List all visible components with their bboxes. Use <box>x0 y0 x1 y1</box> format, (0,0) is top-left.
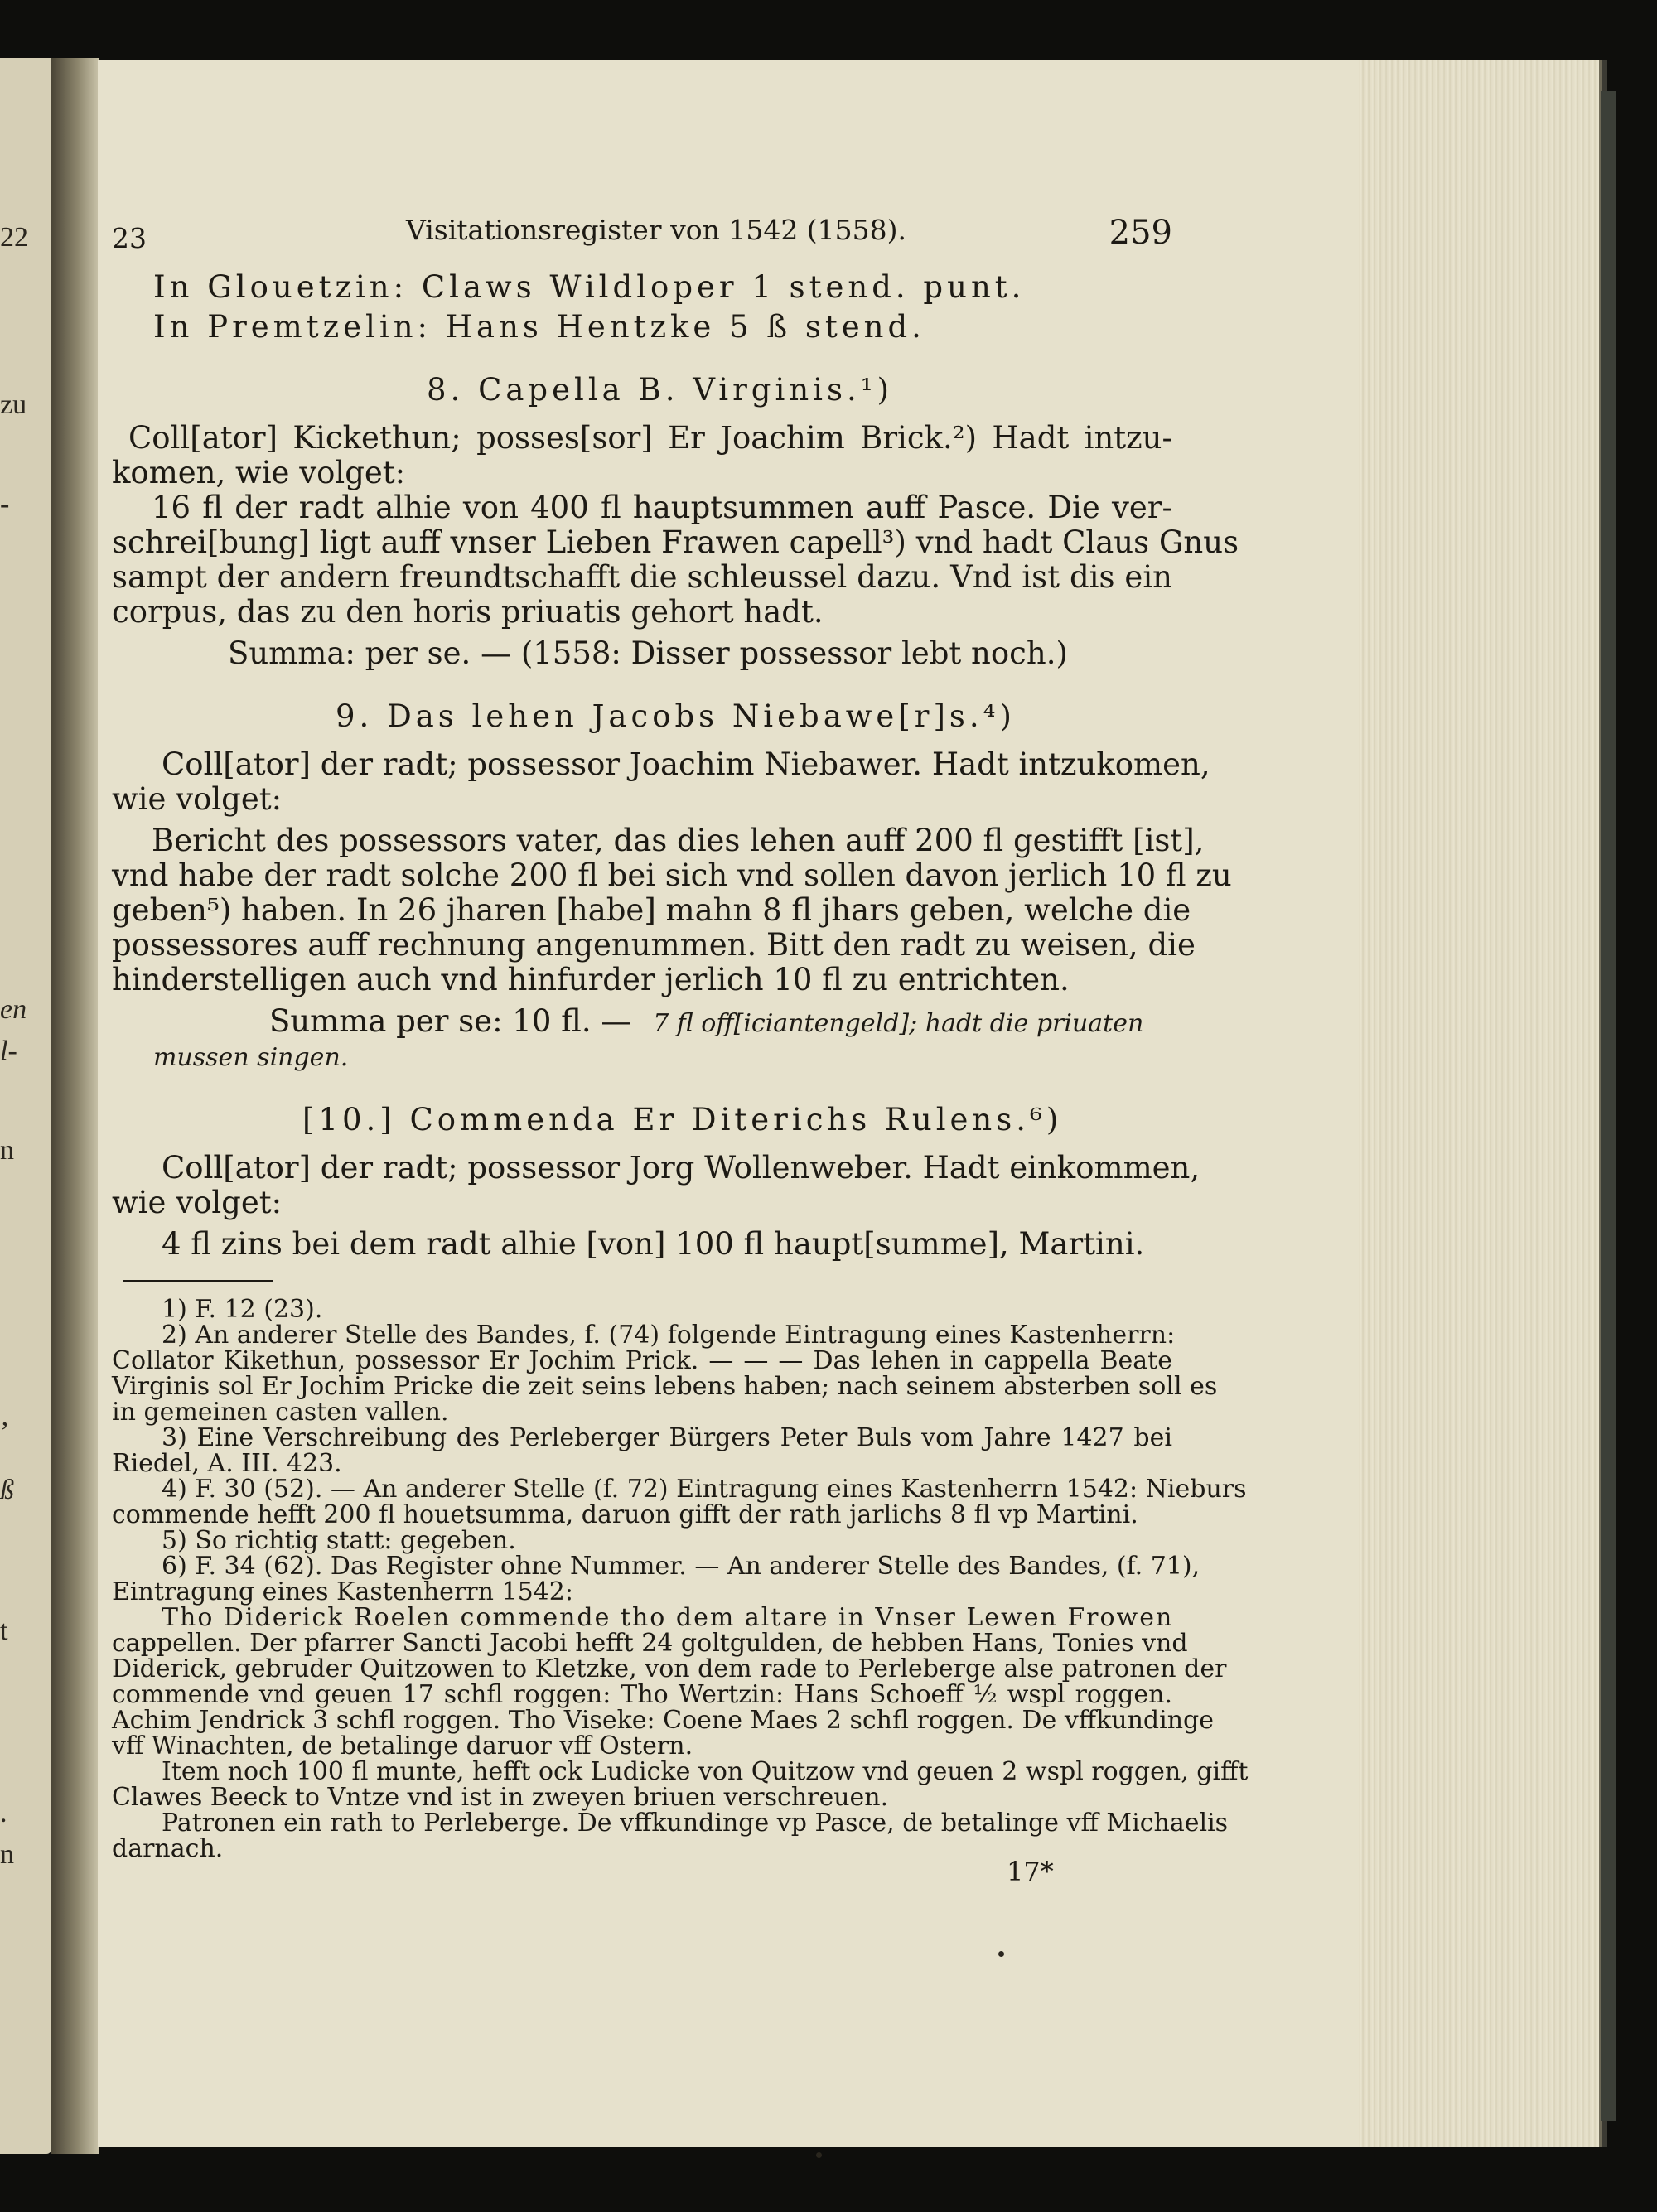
paragraph-line: sampt der andern freundtschafft die schleussel dazu. Vnd ist dis ein <box>112 559 1172 595</box>
footnote-line: Patronen ein rath to Perleberge. De vffkundinge vp Pasce, de betalinge vff Michaelis <box>162 1809 1229 1838</box>
section-heading-9: 9. Das lehen Jacobs Niebawe[r]s.⁴) <box>336 698 1016 734</box>
paragraph-line: Coll[ator] Kickethun; posses[sor] Er Joachim Brick.²) Hadt intzu- <box>128 420 1172 456</box>
summa-line: Summa: per se. — (1558: Disser possessor lebt noch.) <box>228 635 1068 671</box>
paragraph-line: wie volget: <box>112 1185 283 1220</box>
paragraph-line: wie volget: <box>112 781 283 817</box>
left-page-fragment: . <box>0 1798 7 1828</box>
left-page-edge <box>0 58 51 2154</box>
left-page-fragment: en <box>0 994 27 1025</box>
printing-speck <box>998 1951 1004 1957</box>
paragraph-line: 16 fl der radt alhie von 400 fl hauptsummen auff Pasce. Die ver- <box>152 490 1172 525</box>
summa-main: Summa per se: 10 fl. — <box>269 1003 632 1039</box>
footnote-line: 1) F. 12 (23). <box>162 1295 323 1324</box>
footnote-line: 5) So richtig statt: gegeben. <box>162 1526 516 1555</box>
book-cover-edge <box>1601 91 1616 2121</box>
footnote-line: cappellen. Der pfarrer Sancti Jacobi hefft 24 goltgulden, de hebben Hans, Tonies vnd <box>112 1629 1188 1658</box>
paragraph-line: Coll[ator] der radt; possessor Joachim Niebawer. Hadt intzukomen, <box>162 746 1210 782</box>
section-heading-10: [10.] Commenda Er Diterichs Rulens.⁶) <box>302 1102 1063 1137</box>
summa-note: 7 fl off[iciantengeld]; hadt die priuaten <box>653 1009 1144 1038</box>
paragraph-line: Bericht des possessors vater, das dies lehen auff 200 fl gestifft [ist], <box>152 823 1205 858</box>
footnote-line: Item noch 100 fl munte, hefft ock Ludicke von Quitzow vnd geuen 2 wspl roggen, gifft <box>162 1757 1249 1786</box>
footnote-line: Tho Diderick Roelen commende tho dem altare in Vnser Lewen Frowen <box>162 1603 1174 1632</box>
page-number: 259 <box>1109 214 1172 252</box>
left-page-fragment: n <box>0 1135 14 1166</box>
left-page-fragment: l- <box>0 1036 17 1066</box>
paragraph-line: possessores auff rechnung angenummen. Bitt den radt zu weisen, die <box>112 927 1196 963</box>
left-page-fragment: n <box>0 1839 14 1870</box>
left-page-fragment: ’ <box>0 1417 10 1447</box>
footnote-line: Eintragung eines Kastenherrn 1542: <box>112 1577 573 1606</box>
summa-note-continued: mussen singen. <box>153 1043 349 1072</box>
paragraph-line: geben⁵) haben. In 26 jharen [habe] mahn 8 fl jhars geben, welche die <box>112 892 1191 928</box>
paragraph-line: komen, wie volget: <box>112 455 406 490</box>
footnote-line: darnach. <box>112 1834 224 1863</box>
paragraph-line: Coll[ator] der radt; possessor Jorg Wollenweber. Hadt einkommen, <box>162 1150 1200 1186</box>
footnote-line: Riedel, A. III. 423. <box>112 1449 342 1478</box>
footnotes <box>112 1295 1249 1863</box>
footnote-line: commende vnd geuen 17 schfl roggen: Tho Wertzin: Hans Schoeff ½ wspl roggen. <box>112 1680 1172 1709</box>
paragraph-line: schrei[bung] ligt auff vnser Lieben Frawen capell³) vnd hadt Claus Gnus <box>112 524 1239 560</box>
paragraph-line: 4 fl zins bei dem radt alhie [von] 100 fl haupt[summe], Martini. <box>162 1226 1145 1262</box>
left-page-fragment: - <box>0 489 10 519</box>
summa-line <box>112 1004 1172 1041</box>
footnote-line: Collator Kikethun, possessor Er Jochim Prick. — — — Das lehen in cappella Beate <box>112 1346 1172 1375</box>
printing-speck <box>816 2152 822 2158</box>
intro-line: In Glouetzin: Claws Wildloper 1 stend. punt. <box>153 269 1026 305</box>
footnote-line: Virginis sol Er Jochim Pricke die zeit seins lebens haben; nach seinem absterben soll es <box>112 1372 1218 1401</box>
footnote-line: 2) An anderer Stelle des Bandes, f. (74) folgende Eintragung eines Kastenherrn: <box>162 1321 1176 1350</box>
footnote-line: Clawes Beeck to Vntze vnd ist in zweyen briuen verschreuen. <box>112 1783 889 1812</box>
intro-line: In Premtzelin: Hans Hentzke 5 ß stend. <box>153 309 925 345</box>
footnote-line: vff Winachten, de betalinge daruor vff Ostern. <box>112 1731 693 1760</box>
page-text <box>112 214 1249 1863</box>
section-number: 23 <box>112 222 147 254</box>
footnote-rule <box>123 1280 273 1282</box>
footnote-line: 4) F. 30 (52). — An anderer Stelle (f. 72) Eintragung eines Kastenherrn 1542: Nieburs <box>162 1475 1247 1504</box>
running-title: Visitationsregister von 1542 (1558). <box>406 214 907 246</box>
left-page-fragment: t <box>0 1616 8 1646</box>
left-page-fragment: 22 <box>0 222 28 253</box>
footnote-line: 6) F. 34 (62). Das Register ohne Nummer. — An anderer Stelle des Bandes, (f. 71), <box>162 1552 1200 1581</box>
running-head <box>112 214 1172 254</box>
book-spine-gutter <box>51 58 99 2154</box>
signature-mark: 17* <box>1007 1856 1054 1887</box>
footnote-line: in gemeinen casten vallen. <box>112 1398 449 1427</box>
left-page-fragment: zu <box>0 389 27 420</box>
footnote-line: 3) Eine Verschreibung des Perleberger Bürgers Peter Buls vom Jahre 1427 bei <box>162 1423 1172 1452</box>
paragraph-line: corpus, das zu den horis priuatis gehort hadt. <box>112 594 824 630</box>
page-block-edge <box>1359 60 1607 2147</box>
paragraph-line: hinderstelligen auch vnd hinfurder jerlich 10 fl zu entrichten. <box>112 962 1070 997</box>
footnote-line: commende hefft 200 fl houetsumma, daruon gifft der rath jarlichs 8 fl vp Martini. <box>112 1500 1138 1529</box>
footnote-line: Diderick, gebruder Quitzowen to Kletzke, von dem rade to Perleberge alse patronen der <box>112 1654 1227 1683</box>
paragraph-line: vnd habe der radt solche 200 fl bei sich vnd sollen davon jerlich 10 fl zu <box>112 857 1232 893</box>
footnote-line: Achim Jendrick 3 schfl roggen. Tho Viseke: Coene Maes 2 schfl roggen. De vffkundinge <box>112 1706 1214 1735</box>
left-page-fragment: ß <box>0 1475 14 1505</box>
section-heading-8: 8. Capella B. Virginis.¹) <box>427 372 894 408</box>
